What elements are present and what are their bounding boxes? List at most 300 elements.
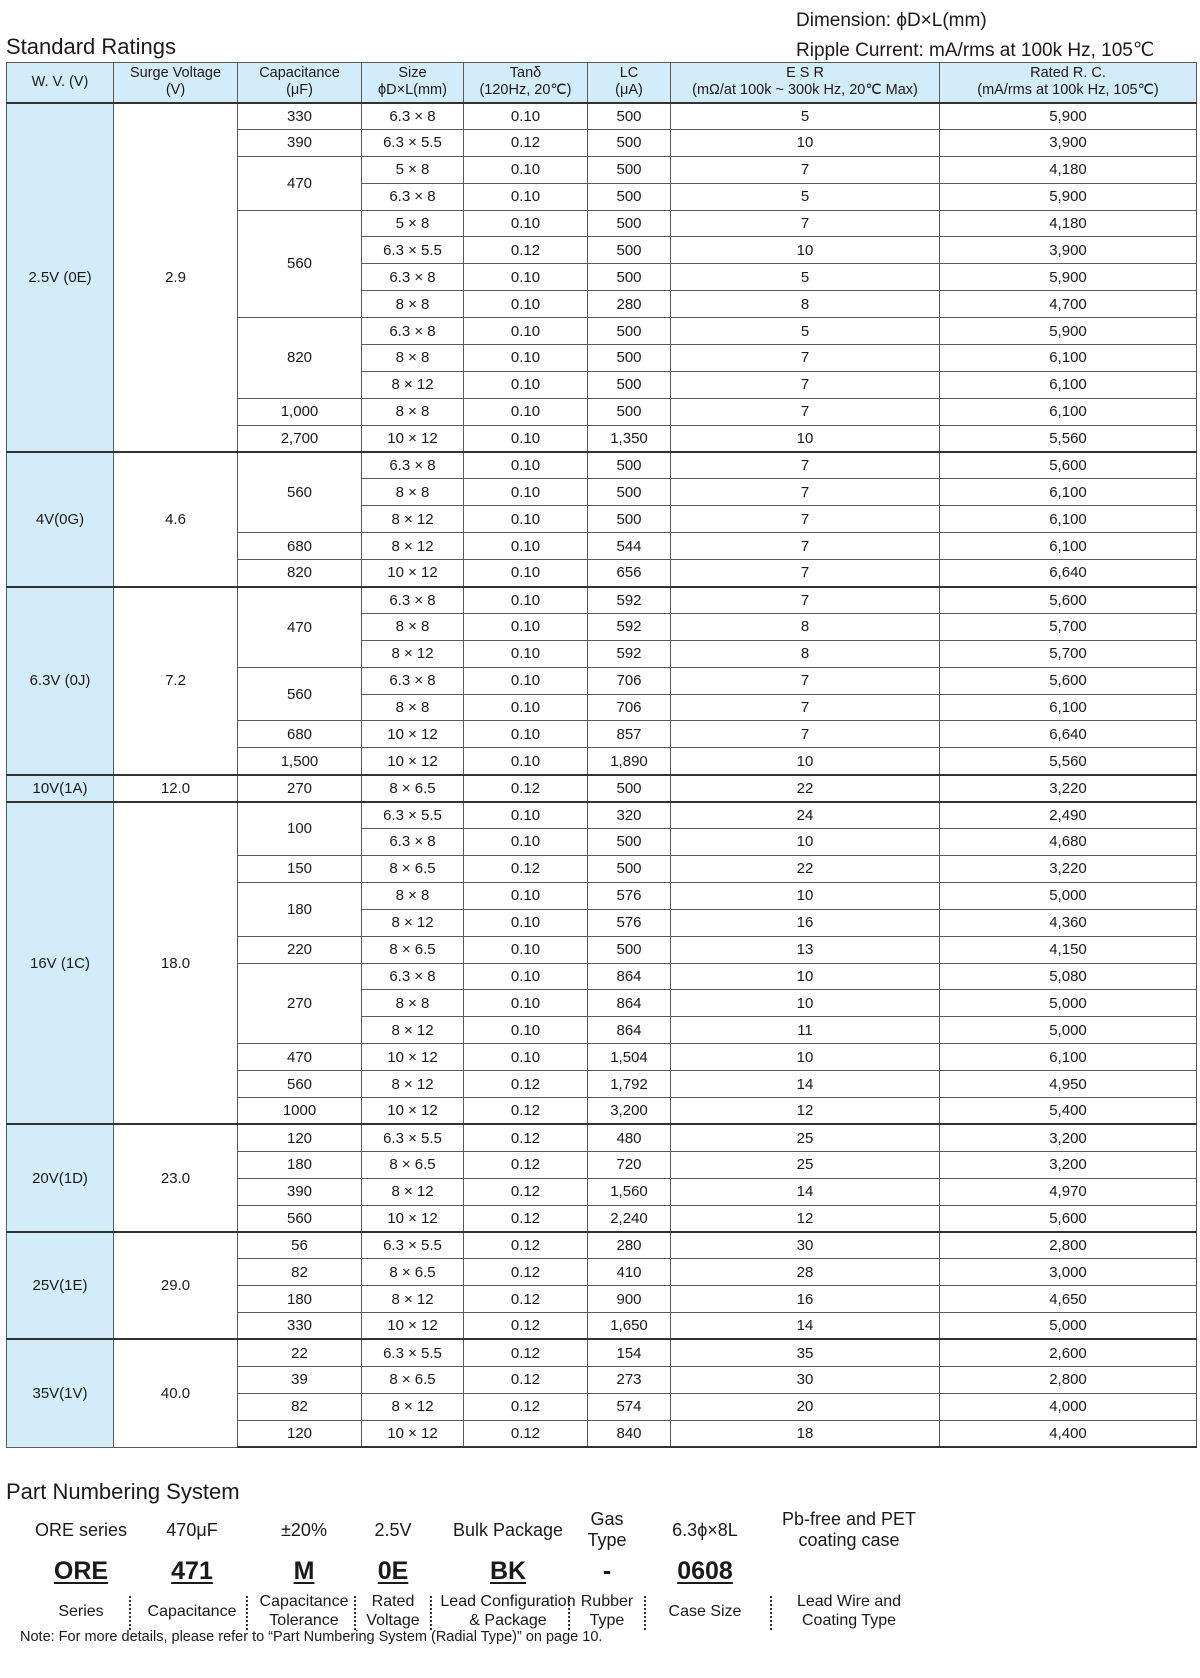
pn-field-label: Series (58, 1602, 104, 1620)
cell-size: 6.3 × 8 (362, 829, 464, 856)
cell-lc: 864 (588, 1017, 671, 1044)
cell-lc: 857 (588, 721, 671, 748)
pn-meaning: ORE series (34, 1519, 128, 1540)
cell-surge-voltage: 4.6 (114, 452, 238, 586)
cell-size: 8 × 8 (362, 398, 464, 425)
cell-esr: 35 (671, 1339, 940, 1366)
cell-ripple-current: 2,800 (940, 1366, 1197, 1393)
cell-esr: 16 (671, 1286, 940, 1313)
cell-size: 8 × 8 (362, 613, 464, 640)
cell-esr: 5 (671, 264, 940, 291)
cell-size: 6.3 × 5.5 (362, 129, 464, 156)
cell-ripple-current: 5,900 (940, 103, 1197, 130)
cell-lc: 500 (588, 506, 671, 533)
cell-size: 8 × 12 (362, 640, 464, 667)
cell-size: 8 × 12 (362, 909, 464, 936)
cell-tan-delta: 0.10 (464, 694, 588, 721)
cell-lc: 480 (588, 1124, 671, 1151)
cell-size: 6.3 × 5.5 (362, 1124, 464, 1151)
table-row (7, 1339, 1197, 1366)
table-header-row (7, 63, 1197, 103)
cell-ripple-current: 5,560 (940, 748, 1197, 775)
cell-capacitance: 120 (238, 1420, 362, 1447)
cell-size: 8 × 8 (362, 291, 464, 318)
cell-esr: 7 (671, 694, 940, 721)
cell-esr: 8 (671, 291, 940, 318)
col-header-lc: LC (μA) (588, 63, 671, 103)
cell-size: 8 × 6.5 (362, 855, 464, 882)
cell-capacitance: 330 (238, 1313, 362, 1340)
cell-capacitance: 56 (238, 1232, 362, 1259)
cell-capacitance: 22 (238, 1339, 362, 1366)
cell-lc: 592 (588, 640, 671, 667)
table-row (7, 802, 1197, 829)
cell-tan-delta: 0.10 (464, 103, 588, 130)
cell-lc: 706 (588, 667, 671, 694)
cell-lc: 1,792 (588, 1071, 671, 1098)
cell-ripple-current: 5,000 (940, 1017, 1197, 1044)
cell-capacitance: 560 (238, 452, 362, 533)
cell-ripple-current: 5,600 (940, 667, 1197, 694)
pn-code: M (293, 1557, 315, 1585)
cell-lc: 500 (588, 775, 671, 802)
cell-esr: 10 (671, 129, 940, 156)
cell-esr: 7 (671, 560, 940, 587)
cell-lc: 500 (588, 855, 671, 882)
cell-ripple-current: 2,490 (940, 802, 1197, 829)
cell-esr: 22 (671, 855, 940, 882)
cell-ripple-current: 6,100 (940, 398, 1197, 425)
cell-size: 6.3 × 5.5 (362, 237, 464, 264)
cell-tan-delta: 0.10 (464, 183, 588, 210)
cell-tan-delta: 0.10 (464, 452, 588, 479)
cell-tan-delta: 0.10 (464, 829, 588, 856)
cell-esr: 8 (671, 613, 940, 640)
cell-lc: 3,200 (588, 1097, 671, 1124)
cell-capacitance: 180 (238, 1286, 362, 1313)
cell-size: 6.3 × 8 (362, 103, 464, 130)
cell-esr: 10 (671, 425, 940, 452)
cell-size: 8 × 6.5 (362, 775, 464, 802)
cell-tan-delta: 0.10 (464, 533, 588, 560)
cell-tan-delta: 0.10 (464, 345, 588, 372)
pn-code: - (602, 1557, 612, 1585)
pn-meaning: Pb-free and PET coating case (781, 1509, 917, 1550)
col-header-surge: Surge Voltage (V) (114, 63, 238, 103)
cell-esr: 5 (671, 183, 940, 210)
cell-lc: 154 (588, 1339, 671, 1366)
cell-lc: 500 (588, 452, 671, 479)
standard-ratings-table (6, 62, 1197, 1448)
cell-lc: 900 (588, 1286, 671, 1313)
cell-ripple-current: 4,700 (940, 291, 1197, 318)
cell-capacitance: 180 (238, 1151, 362, 1178)
cell-esr: 14 (671, 1178, 940, 1205)
cell-size: 8 × 12 (362, 1178, 464, 1205)
cell-ripple-current: 4,650 (940, 1286, 1197, 1313)
cell-ripple-current: 6,100 (940, 479, 1197, 506)
cell-ripple-current: 3,900 (940, 129, 1197, 156)
ripple-current-label: Ripple Current: mA/rms at 100k Hz, 105℃ (796, 40, 1155, 61)
cell-tan-delta: 0.10 (464, 291, 588, 318)
cell-tan-delta: 0.12 (464, 1071, 588, 1098)
cell-size: 8 × 6.5 (362, 1366, 464, 1393)
footnote: Note: For more details, please refer to “Part Numbering System (Radial Type)” on page 10. (20, 1629, 603, 1645)
cell-esr: 7 (671, 667, 940, 694)
cell-size: 8 × 8 (362, 479, 464, 506)
cell-size: 5 × 8 (362, 210, 464, 237)
cell-ripple-current: 5,000 (940, 1313, 1197, 1340)
cell-surge-voltage: 12.0 (114, 775, 238, 802)
cell-size: 6.3 × 8 (362, 264, 464, 291)
pn-field-label: Case Size (668, 1602, 742, 1620)
cell-lc: 280 (588, 1232, 671, 1259)
cell-size: 8 × 6.5 (362, 1151, 464, 1178)
pn-field-label: Rubber Type (580, 1593, 634, 1629)
cell-working-voltage: 35V(1V) (7, 1339, 114, 1447)
cell-ripple-current: 5,600 (940, 452, 1197, 479)
cell-capacitance: 180 (238, 882, 362, 936)
pn-meaning: 2.5V (374, 1519, 412, 1540)
cell-capacitance: 1,000 (238, 398, 362, 425)
cell-tan-delta: 0.12 (464, 237, 588, 264)
cell-capacitance: 39 (238, 1366, 362, 1393)
pn-segment-case-size (642, 1506, 768, 1634)
pn-code: 0608 (677, 1557, 733, 1585)
cell-ripple-current: 4,950 (940, 1071, 1197, 1098)
cell-size: 8 × 8 (362, 694, 464, 721)
cell-esr: 18 (671, 1420, 940, 1447)
cell-tan-delta: 0.10 (464, 667, 588, 694)
cell-lc: 1,350 (588, 425, 671, 452)
cell-capacitance: 120 (238, 1124, 362, 1151)
cell-tan-delta: 0.12 (464, 1097, 588, 1124)
cell-tan-delta: 0.12 (464, 1366, 588, 1393)
cell-ripple-current: 5,700 (940, 613, 1197, 640)
cell-tan-delta: 0.10 (464, 963, 588, 990)
cell-lc: 864 (588, 990, 671, 1017)
cell-esr: 7 (671, 721, 940, 748)
cell-ripple-current: 5,900 (940, 264, 1197, 291)
pn-code: 471 (171, 1557, 213, 1585)
cell-ripple-current: 5,900 (940, 318, 1197, 345)
cell-tan-delta: 0.12 (464, 129, 588, 156)
cell-size: 10 × 12 (362, 1205, 464, 1232)
pn-code (774, 1556, 924, 1586)
cell-ripple-current: 6,100 (940, 1044, 1197, 1071)
cell-capacitance: 470 (238, 1044, 362, 1071)
cell-size: 10 × 12 (362, 1044, 464, 1071)
table-row (7, 775, 1197, 802)
cell-size: 10 × 12 (362, 721, 464, 748)
cell-tan-delta: 0.10 (464, 210, 588, 237)
cell-tan-delta: 0.10 (464, 802, 588, 829)
cell-capacitance: 560 (238, 1071, 362, 1098)
cell-tan-delta: 0.12 (464, 775, 588, 802)
cell-capacitance: 820 (238, 560, 362, 587)
cell-size: 6.3 × 8 (362, 452, 464, 479)
cell-size: 6.3 × 8 (362, 183, 464, 210)
cell-capacitance: 820 (238, 318, 362, 399)
cell-lc: 576 (588, 882, 671, 909)
cell-lc: 500 (588, 264, 671, 291)
cell-esr: 10 (671, 882, 940, 909)
cell-esr: 11 (671, 1017, 940, 1044)
cell-tan-delta: 0.10 (464, 990, 588, 1017)
cell-capacitance: 2,700 (238, 425, 362, 452)
pn-field-label: Rated Voltage (366, 1593, 420, 1629)
table-row (7, 1232, 1197, 1259)
cell-lc: 576 (588, 909, 671, 936)
cell-lc: 500 (588, 479, 671, 506)
table-row (7, 452, 1197, 479)
cell-lc: 500 (588, 371, 671, 398)
cell-esr: 14 (671, 1071, 940, 1098)
cell-size: 6.3 × 8 (362, 318, 464, 345)
pn-separator (354, 1596, 356, 1630)
cell-lc: 500 (588, 210, 671, 237)
cell-tan-delta: 0.12 (464, 1205, 588, 1232)
col-header-size: Size ϕD×L(mm) (362, 63, 464, 103)
cell-capacitance: 100 (238, 802, 362, 856)
cell-lc: 500 (588, 237, 671, 264)
cell-ripple-current: 2,800 (940, 1232, 1197, 1259)
cell-esr: 25 (671, 1124, 940, 1151)
cell-capacitance: 82 (238, 1259, 362, 1286)
cell-lc: 544 (588, 533, 671, 560)
cell-size: 8 × 8 (362, 990, 464, 1017)
cell-working-voltage: 25V(1E) (7, 1232, 114, 1340)
cell-size: 5 × 8 (362, 156, 464, 183)
cell-capacitance: 270 (238, 963, 362, 1044)
cell-ripple-current: 3,900 (940, 237, 1197, 264)
cell-esr: 24 (671, 802, 940, 829)
cell-size: 8 × 12 (362, 1393, 464, 1420)
cell-surge-voltage: 2.9 (114, 103, 238, 453)
ratings-body (7, 103, 1197, 1448)
cell-ripple-current: 3,220 (940, 775, 1197, 802)
cell-tan-delta: 0.10 (464, 371, 588, 398)
cell-tan-delta: 0.10 (464, 425, 588, 452)
pn-segment-lead-wire-coating (774, 1506, 924, 1634)
pn-segment-lead-package (434, 1506, 582, 1634)
cell-tan-delta: 0.12 (464, 1286, 588, 1313)
cell-tan-delta: 0.10 (464, 936, 588, 963)
cell-tan-delta: 0.12 (464, 1393, 588, 1420)
cell-tan-delta: 0.10 (464, 318, 588, 345)
pn-separator (644, 1596, 646, 1630)
cell-size: 8 × 12 (362, 506, 464, 533)
cell-surge-voltage: 29.0 (114, 1232, 238, 1340)
pn-code: 0E (377, 1557, 409, 1585)
cell-esr: 12 (671, 1205, 940, 1232)
cell-esr: 14 (671, 1313, 940, 1340)
part-numbering-title: Part Numbering System (6, 1479, 240, 1504)
cell-size: 8 × 12 (362, 1017, 464, 1044)
cell-esr: 7 (671, 506, 940, 533)
cell-surge-voltage: 40.0 (114, 1339, 238, 1447)
cell-lc: 500 (588, 829, 671, 856)
cell-esr: 13 (671, 936, 940, 963)
cell-tan-delta: 0.10 (464, 264, 588, 291)
cell-lc: 500 (588, 398, 671, 425)
pn-meaning: Gas Type (587, 1509, 627, 1550)
cell-tan-delta: 0.12 (464, 1259, 588, 1286)
cell-size: 8 × 12 (362, 1071, 464, 1098)
dimension-label: Dimension: ϕD×L(mm) (796, 10, 987, 31)
cell-tan-delta: 0.12 (464, 855, 588, 882)
cell-capacitance: 150 (238, 855, 362, 882)
cell-capacitance: 1000 (238, 1097, 362, 1124)
cell-ripple-current: 6,100 (940, 506, 1197, 533)
cell-ripple-current: 5,600 (940, 1205, 1197, 1232)
cell-lc: 1,504 (588, 1044, 671, 1071)
cell-surge-voltage: 18.0 (114, 802, 238, 1125)
cell-tan-delta: 0.12 (464, 1420, 588, 1447)
cell-capacitance: 560 (238, 667, 362, 721)
cell-size: 6.3 × 5.5 (362, 802, 464, 829)
cell-ripple-current: 4,360 (940, 909, 1197, 936)
cell-ripple-current: 4,150 (940, 936, 1197, 963)
cell-lc: 720 (588, 1151, 671, 1178)
cell-esr: 10 (671, 237, 940, 264)
cell-ripple-current: 6,100 (940, 533, 1197, 560)
cell-esr: 10 (671, 1044, 940, 1071)
cell-esr: 25 (671, 1151, 940, 1178)
cell-capacitance: 390 (238, 1178, 362, 1205)
cell-esr: 5 (671, 103, 940, 130)
pn-field-label: Capacitance (147, 1602, 237, 1620)
cell-ripple-current: 6,100 (940, 371, 1197, 398)
cell-ripple-current: 4,180 (940, 156, 1197, 183)
cell-size: 8 × 6.5 (362, 936, 464, 963)
cell-tan-delta: 0.10 (464, 156, 588, 183)
cell-tan-delta: 0.10 (464, 721, 588, 748)
pn-code: ORE (53, 1557, 109, 1585)
cell-capacitance: 560 (238, 1205, 362, 1232)
cell-esr: 7 (671, 479, 940, 506)
cell-tan-delta: 0.10 (464, 909, 588, 936)
cell-lc: 840 (588, 1420, 671, 1447)
cell-capacitance: 330 (238, 103, 362, 130)
cell-size: 6.3 × 5.5 (362, 1339, 464, 1366)
cell-lc: 656 (588, 560, 671, 587)
cell-lc: 592 (588, 613, 671, 640)
standard-ratings-title: Standard Ratings (6, 34, 176, 59)
cell-working-voltage: 2.5V (0E) (7, 103, 114, 453)
cell-size: 8 × 12 (362, 1286, 464, 1313)
header-specs (796, 6, 1154, 66)
cell-surge-voltage: 23.0 (114, 1124, 238, 1232)
cell-lc: 592 (588, 587, 671, 614)
table-row (7, 1124, 1197, 1151)
cell-ripple-current: 4,180 (940, 210, 1197, 237)
cell-esr: 5 (671, 318, 940, 345)
col-header-capacitance: Capacitance (μF) (238, 63, 362, 103)
cell-tan-delta: 0.12 (464, 1151, 588, 1178)
cell-ripple-current: 2,600 (940, 1339, 1197, 1366)
cell-capacitance: 1,500 (238, 748, 362, 775)
pn-field-label: Lead Wire and Coating Type (796, 1593, 902, 1629)
cell-tan-delta: 0.10 (464, 640, 588, 667)
cell-tan-delta: 0.10 (464, 479, 588, 506)
pn-meaning: ±20% (281, 1519, 327, 1540)
cell-capacitance: 82 (238, 1393, 362, 1420)
cell-capacitance: 470 (238, 587, 362, 668)
cell-lc: 500 (588, 345, 671, 372)
pn-separator (430, 1596, 432, 1630)
cell-lc: 574 (588, 1393, 671, 1420)
cell-esr: 8 (671, 640, 940, 667)
cell-ripple-current: 5,600 (940, 587, 1197, 614)
cell-esr: 7 (671, 345, 940, 372)
cell-tan-delta: 0.12 (464, 1313, 588, 1340)
col-header-esr: E S R (mΩ/at 100k ~ 300k Hz, 20℃ Max) (671, 63, 940, 103)
cell-lc: 500 (588, 156, 671, 183)
cell-working-voltage: 10V(1A) (7, 775, 114, 802)
cell-size: 8 × 8 (362, 345, 464, 372)
col-header-tan-delta: Tanδ (120Hz, 20℃) (464, 63, 588, 103)
cell-lc: 706 (588, 694, 671, 721)
cell-ripple-current: 3,220 (940, 855, 1197, 882)
cell-tan-delta: 0.10 (464, 613, 588, 640)
cell-tan-delta: 0.10 (464, 506, 588, 533)
pn-field-label: Lead Configuration & Package (440, 1593, 576, 1629)
cell-esr: 10 (671, 963, 940, 990)
cell-working-voltage: 20V(1D) (7, 1124, 114, 1232)
table-row (7, 103, 1197, 130)
cell-ripple-current: 4,000 (940, 1393, 1197, 1420)
cell-working-voltage: 16V (1C) (7, 802, 114, 1125)
cell-size: 6.3 × 8 (362, 963, 464, 990)
cell-size: 6.3 × 8 (362, 587, 464, 614)
cell-ripple-current: 5,000 (940, 882, 1197, 909)
cell-size: 10 × 12 (362, 1097, 464, 1124)
cell-lc: 500 (588, 183, 671, 210)
table-row (7, 587, 1197, 614)
cell-ripple-current: 4,970 (940, 1178, 1197, 1205)
cell-esr: 10 (671, 829, 940, 856)
cell-lc: 273 (588, 1366, 671, 1393)
cell-ripple-current: 4,680 (940, 829, 1197, 856)
cell-capacitance: 220 (238, 936, 362, 963)
cell-esr: 7 (671, 533, 940, 560)
cell-ripple-current: 5,900 (940, 183, 1197, 210)
cell-esr: 28 (671, 1259, 940, 1286)
cell-lc: 280 (588, 291, 671, 318)
cell-capacitance: 270 (238, 775, 362, 802)
cell-tan-delta: 0.10 (464, 560, 588, 587)
cell-ripple-current: 6,640 (940, 560, 1197, 587)
cell-esr: 7 (671, 452, 940, 479)
cell-esr: 30 (671, 1366, 940, 1393)
part-numbering-diagram (6, 1506, 1196, 1634)
cell-size: 8 × 6.5 (362, 1259, 464, 1286)
pn-segment-rubber-type (574, 1506, 640, 1634)
cell-lc: 500 (588, 103, 671, 130)
cell-ripple-current: 3,200 (940, 1124, 1197, 1151)
cell-working-voltage: 4V(0G) (7, 452, 114, 586)
cell-ripple-current: 5,400 (940, 1097, 1197, 1124)
cell-capacitance: 680 (238, 721, 362, 748)
cell-size: 8 × 8 (362, 882, 464, 909)
cell-size: 10 × 12 (362, 560, 464, 587)
cell-tan-delta: 0.10 (464, 748, 588, 775)
cell-tan-delta: 0.12 (464, 1178, 588, 1205)
cell-lc: 864 (588, 963, 671, 990)
cell-surge-voltage: 7.2 (114, 587, 238, 775)
cell-size: 10 × 12 (362, 748, 464, 775)
